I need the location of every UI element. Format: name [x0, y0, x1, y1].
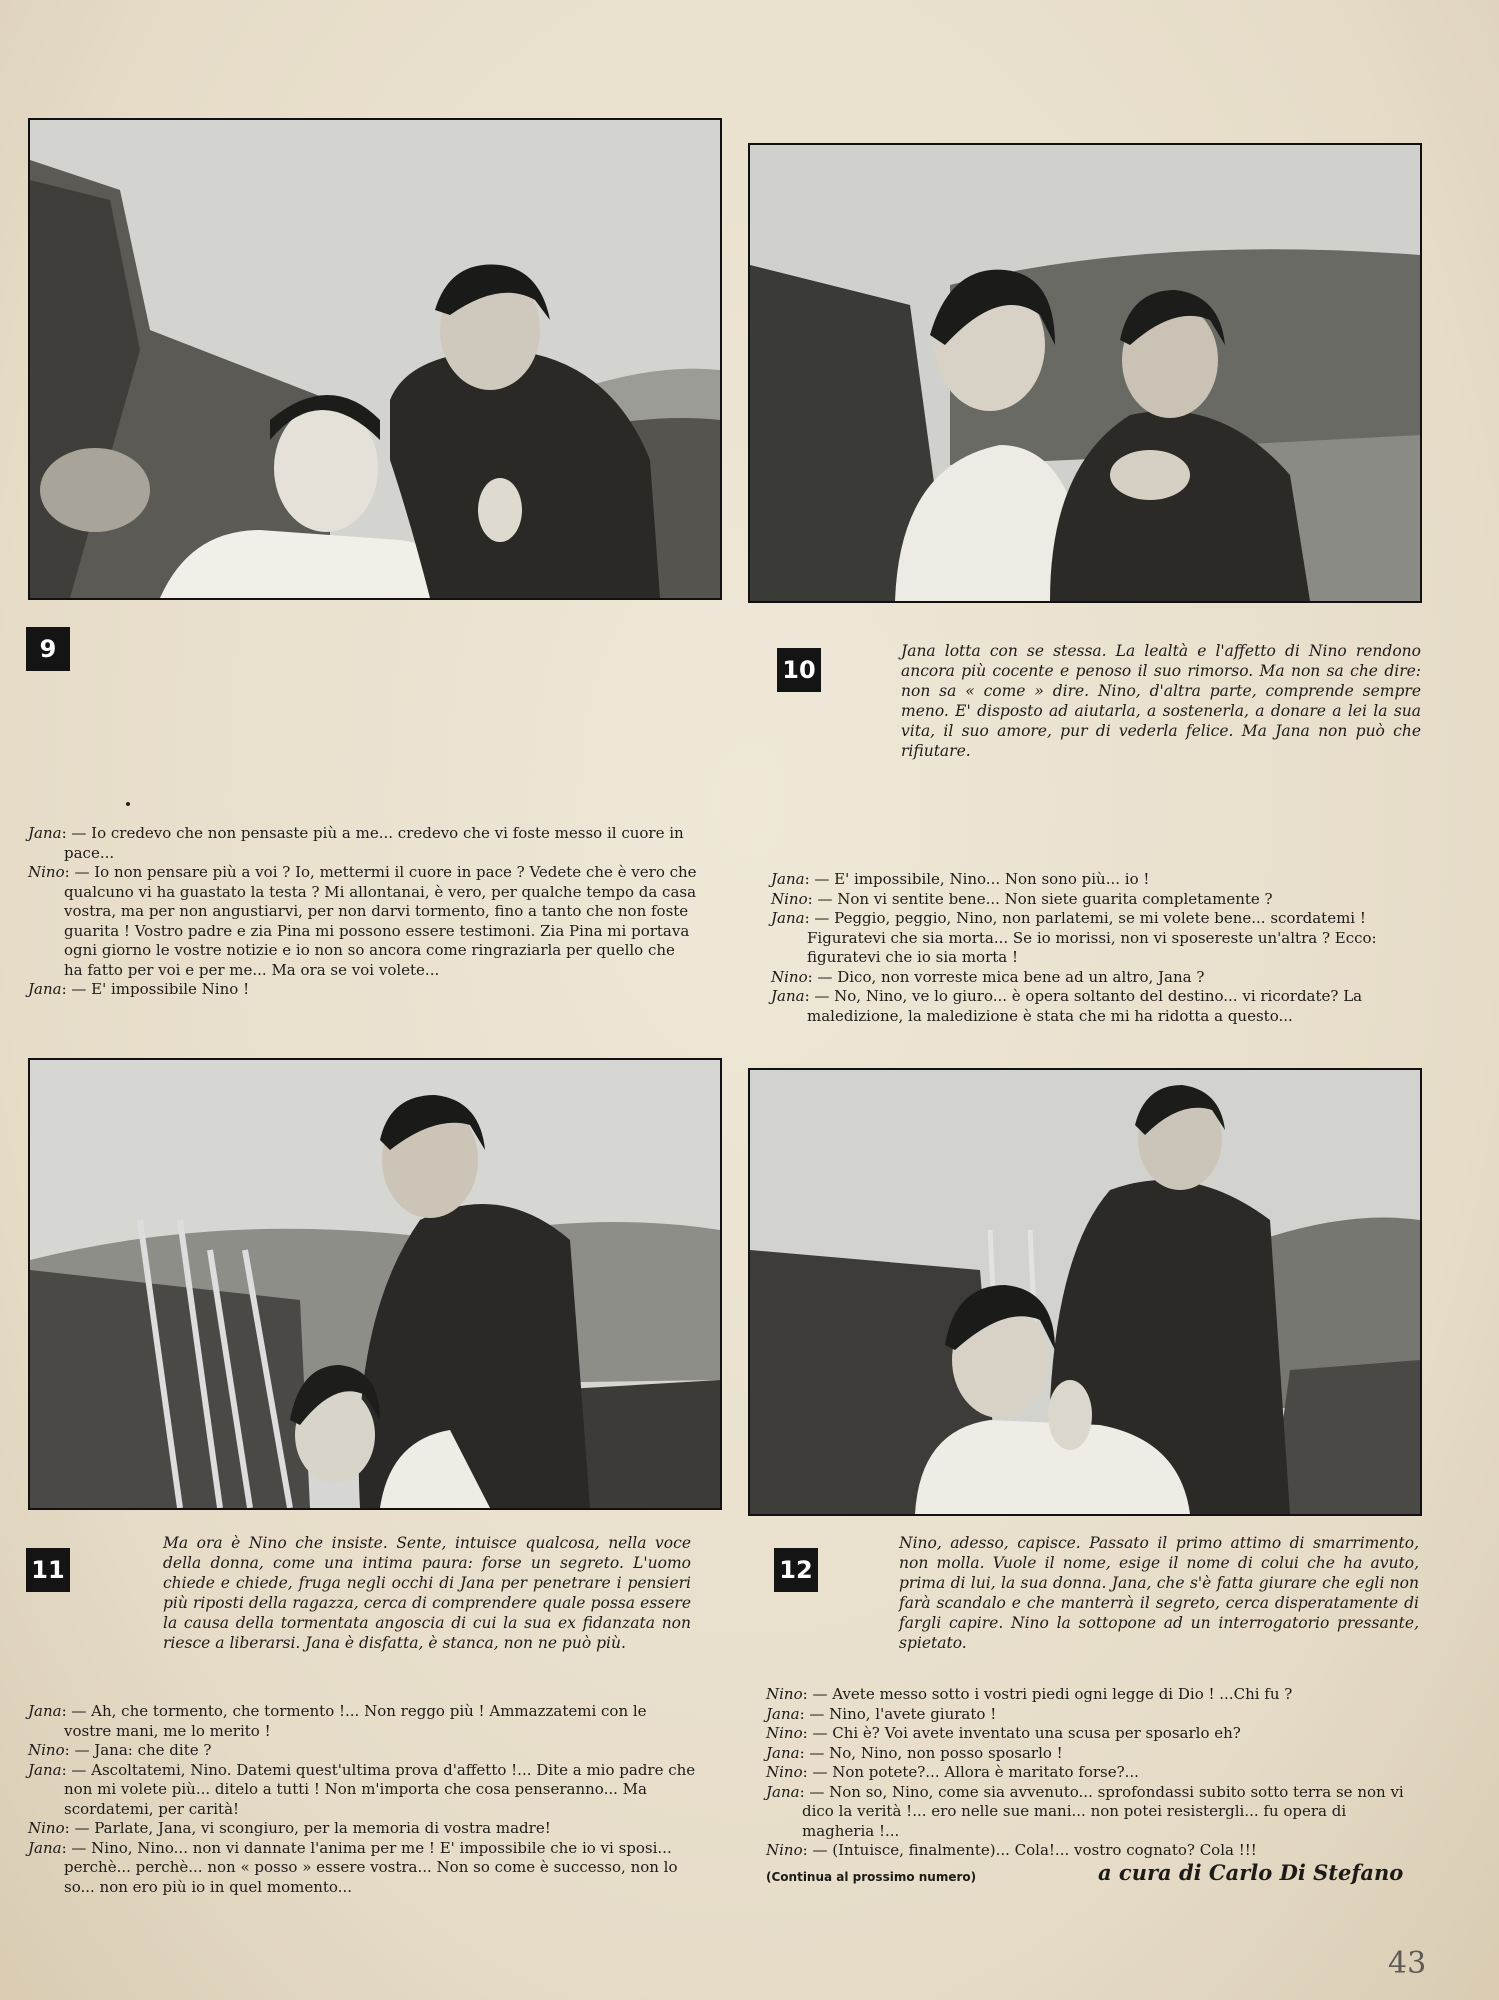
speaker-name: Nino [28, 1741, 65, 1759]
dialog-line [28, 1819, 696, 1839]
panel-number-11: 11 [26, 1548, 70, 1592]
dialog-line [28, 1761, 696, 1820]
dialog-text: : — Dico, non vorreste mica bene ad un altro, Jana ? [807, 967, 1205, 986]
dialog-line [771, 987, 1421, 1026]
dialog-text: : — Avete messo sotto i vostri piedi ogni legge di Dio ! ...Chi fu ? [802, 1685, 1293, 1703]
dialog-text: : — Non potete?... Allora è maritato forse?... [802, 1763, 1139, 1781]
speaker-name: Nino [766, 1724, 803, 1742]
dialog-text: : — Peggio, peggio, Nino, non parlatemi, se mi volete bene... scordatemi ! Figuratevi che sia morta... Se io morissi, non vi sposereste un'altra ? Ecco: figuratevi che io sia morta ! [804, 909, 1377, 966]
dialog-text: : — Non so, Nino, come sia avvenuto... sprofondassi subito sotto terra se non vi dico la verità !... ero nelle sue mani... non potei resistergli... fu opera di magheria !... [799, 1782, 1404, 1840]
dialog-line [771, 968, 1421, 988]
dialog-line [28, 863, 698, 980]
speaker-name: Jana [28, 1838, 62, 1857]
scene-photo-9 [28, 118, 722, 600]
dialog-line [771, 870, 1421, 890]
speaker-name: Nino [766, 1685, 803, 1703]
dialog-text: : — Io credevo che non pensaste più a me... credevo che vi foste messo il cuore in pace... [61, 824, 684, 862]
caption-11: Ma ora è Nino che insiste. Sente, intuisce qualcosa, nella voce della donna, come una intima paura: forse un segreto. L'uomo chiede e chiede, fruga negli occhi di Jana per penetrare i pensieri più riposti della ragazza, cerca di comprendere quale possa essere la causa della tormentata angoscia di cui la sua ex fidanzata non riesce a liberarsi. Jana è disfatta, è stanca, non ne può più. [163, 1534, 691, 1652]
speaker-name: Nino [28, 1819, 65, 1837]
author-credit: a cura di Carlo Di Stefano [1098, 1860, 1404, 1885]
scene-photo-12 [748, 1068, 1422, 1516]
dialog-block-9 [28, 824, 698, 1000]
panel-number-10: 10 [777, 648, 821, 692]
speaker-name: Nino [28, 863, 65, 881]
dialog-line [28, 1702, 696, 1741]
dialog-text: : — Nino, Nino... non vi dannate l'anima per me ! E' impossibile che io vi sposi... perchè... perchè... non « posso » essere vostra... Non so come è successo, non lo so... non ero più io in quel momento... [61, 1838, 678, 1896]
speaker-name: Nino [766, 1841, 803, 1859]
dialog-line [28, 1741, 696, 1761]
speaker-name: Jana [771, 909, 805, 927]
speaker-name: Nino [771, 967, 808, 986]
speaker-name: Jana [766, 1743, 800, 1762]
dialog-line [766, 1744, 1422, 1764]
dialog-text: : — Io non pensare più a voi ? Io, mettermi il cuore in pace ? Vedete che è vero che qualcuno vi ha guastato la testa ? Mi allontanai, è vero, per qualche tempo da casa vostra, ma per non angustiarvi, per non darvi tormento, fino a tanto che non foste guarita ! Vostro padre e zia Pina mi possono essere testimoni. Zia Pina mi portava ogni giorno le vostre notizie e io non so ancora come ringraziarla per quello che ha fatto per voi e per me... Ma ora se voi volete... [64, 863, 697, 979]
caption-12: Nino, adesso, capisce. Passato il primo attimo di smarrimento, non molla. Vuole il nome, esige il nome di colui che ha avuto, prima di lui, la sua donna. Jana, che s'è fatta giurare che egli non farà scandalo e che manterrà il segreto, cerca disperatamente di fargli capire. Nino la sottopone ad un interrogatorio pressante, spietato. [899, 1534, 1419, 1652]
dialog-line [766, 1763, 1422, 1783]
dialog-text: : — Parlate, Jana, vi scongiuro, per la memoria di vostra madre! [64, 1819, 551, 1837]
dialog-line [766, 1724, 1422, 1744]
caption-10: Jana lotta con se stessa. La lealtà e l'affetto di Nino rendono ancora più cocente e penoso il suo rimorso. Ma non sa che dire: non sa « come » dire. Nino, d'altra parte, comprende sempre meno. E' disposto ad aiutarla, a sostenerla, a donare a lei la sua vita, il suo amore, pur di vederla felice. Ma Jana non può che rifiutare. [901, 642, 1421, 760]
dialog-text: : — Jana: che dite ? [64, 1741, 212, 1759]
speaker-name: Jana [766, 1782, 800, 1801]
print-speck [126, 802, 130, 806]
panel-number-12: 12 [774, 1548, 818, 1592]
dialog-text: : — No, Nino, ve lo giuro... è opera soltanto del destino... vi ricordate? La maledizione, la maledizione è stata che mi ha ridotta a questo... [804, 987, 1363, 1025]
dialog-text: : — Ascoltatemi, Nino. Datemi quest'ultima prova d'affetto !... Dite a mio padre che non mi volete più... ditelo a tutti ! Non m'importa che cosa penseranno... Ma scordatemi, per carità! [61, 1760, 696, 1818]
speaker-name: Jana [28, 824, 62, 842]
dialog-line [28, 824, 698, 863]
page-number: 43 [1388, 1946, 1427, 1981]
speaker-name: Jana [28, 1760, 62, 1779]
speaker-name: Jana [771, 987, 805, 1005]
dialog-block-11 [28, 1702, 696, 1897]
dialog-line [771, 909, 1421, 968]
dialog-line [771, 890, 1421, 910]
dialog-text: : — E' impossibile, Nino... Non sono più... io ! [804, 870, 1150, 888]
speaker-name: Jana [28, 1702, 62, 1720]
speaker-name: Jana [28, 980, 62, 998]
dialog-line [766, 1783, 1422, 1842]
dialog-text: : — Non vi sentite bene... Non siete guarita completamente ? [807, 889, 1273, 908]
dialog-line [766, 1841, 1422, 1861]
speaker-name: Nino [766, 1763, 803, 1781]
dialog-text: : — No, Nino, non posso sposarlo ! [799, 1743, 1063, 1762]
scene-photo-10 [748, 143, 1422, 603]
speaker-name: Jana [771, 870, 805, 888]
dialog-line [28, 980, 698, 1000]
dialog-text: : — Ah, che tormento, che tormento !... Non reggo più ! Ammazzatemi con le vostre mani, me lo merito ! [61, 1702, 647, 1740]
dialog-line [766, 1705, 1422, 1725]
panel-number-9: 9 [26, 627, 70, 671]
speaker-name: Nino [771, 889, 808, 908]
scene-photo-11 [28, 1058, 722, 1510]
dialog-block-10 [771, 870, 1421, 1026]
dialog-block-12 [766, 1685, 1422, 1861]
dialog-text: : — Nino, l'avete giurato ! [799, 1704, 997, 1723]
dialog-line [28, 1839, 696, 1898]
dialog-line [766, 1685, 1422, 1705]
continue-note: (Continua al prossimo numero) [766, 1870, 977, 1884]
dialog-text: : — (Intuisce, finalmente)... Cola!... vostro cognato? Cola !!! [802, 1841, 1257, 1859]
speaker-name: Jana [766, 1704, 800, 1723]
dialog-text: : — Chi è? Voi avete inventato una scusa per sposarlo eh? [802, 1724, 1241, 1742]
dialog-text: : — E' impossibile Nino ! [61, 980, 250, 998]
